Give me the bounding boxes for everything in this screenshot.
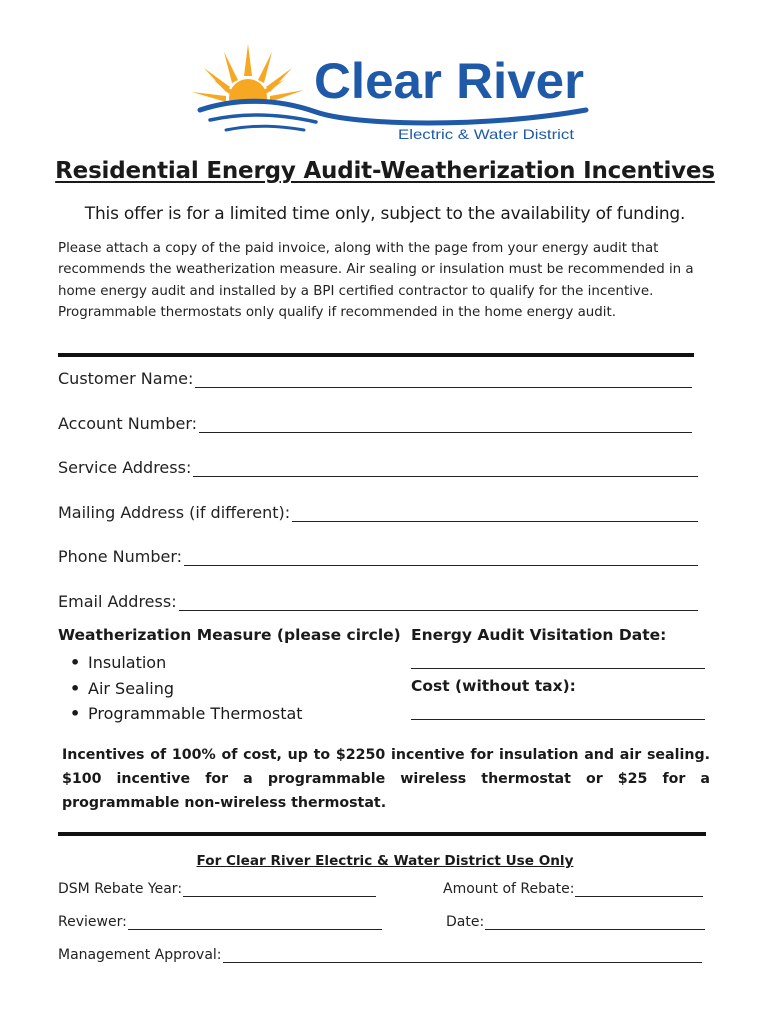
service-address-input-line[interactable] [193,462,698,477]
dsm-rebate-year-field[interactable] [58,881,376,897]
clear-river-logo [186,40,590,144]
service-address-label: Service Address: [58,458,192,477]
measure-option-programmable-thermostat[interactable]: • Programmable Thermostat [70,701,303,727]
measures-heading: Weatherization Measure (please circle) [58,626,401,644]
account-number-input-line[interactable] [199,418,692,433]
office-use-heading: For Clear River Electric & Water District Use Only [196,853,574,869]
logo-tagline: Electric & Water District [398,126,575,142]
measure-option-insulation[interactable]: • Insulation [70,650,303,676]
phone-number-field[interactable] [58,547,698,566]
page-title: Residential Energy Audit-Weatherization Incentives [55,158,715,184]
mailing-address-input-line[interactable] [292,507,698,522]
cost-input-line[interactable] [411,719,705,720]
logo-name: Clear River [314,53,584,109]
email-address-label: Email Address: [58,592,177,611]
mailing-address-field[interactable] [58,503,698,522]
phone-number-input-line[interactable] [184,551,698,566]
customer-name-label: Customer Name: [58,369,194,388]
incentive-terms: Incentives of 100% of cost, up to $2250 incentive for insulation and air sealing. $100 incentive for a programmable wireless thermostat or $25 for a programmable non-wireless thermostat. [62,747,710,811]
reviewer-field[interactable] [58,914,382,930]
account-number-label: Account Number: [58,414,198,433]
service-address-field[interactable] [58,458,698,477]
amount-of-rebate-label: Amount of Rebate: [443,881,575,897]
audit-date-label: Energy Audit Visitation Date: [411,626,667,644]
instructions-paragraph: Please attach a copy of the paid invoice, along with the page from your energy audit that recommends the weatherization measure. Air sealing or insulation must be recommended in a home energy audit and installed by a BPI certified contractor to qualify for the incentive. Programmable thermostats only qualify if recommended in the home energy audit. [58,241,694,321]
amount-of-rebate-field[interactable] [443,881,703,897]
dsm-rebate-year-input-line[interactable] [183,884,376,897]
email-address-field[interactable] [58,592,698,611]
date-input-line[interactable] [485,917,705,930]
email-address-input-line[interactable] [179,596,698,611]
amount-of-rebate-input-line[interactable] [575,884,703,897]
measure-option-air-sealing[interactable]: • Air Sealing [70,676,303,702]
management-approval-field[interactable] [58,947,702,963]
audit-date-input-line[interactable] [411,668,705,669]
measures-list [70,650,303,727]
reviewer-label: Reviewer: [58,914,127,930]
date-field[interactable] [446,914,705,930]
management-approval-label: Management Approval: [58,947,222,963]
mailing-address-label: Mailing Address (if different): [58,503,291,522]
page-subtitle: This offer is for a limited time only, subject to the availability of funding. [84,204,686,224]
divider [58,832,706,836]
reviewer-input-line[interactable] [128,917,382,930]
cost-label: Cost (without tax): [411,677,576,695]
account-number-field[interactable] [58,414,692,433]
customer-name-field[interactable] [58,369,692,388]
phone-number-label: Phone Number: [58,547,183,566]
date-label: Date: [446,914,485,930]
management-approval-input-line[interactable] [223,950,702,963]
divider [58,353,694,357]
customer-name-input-line[interactable] [195,373,692,388]
dsm-rebate-year-label: DSM Rebate Year: [58,881,183,897]
